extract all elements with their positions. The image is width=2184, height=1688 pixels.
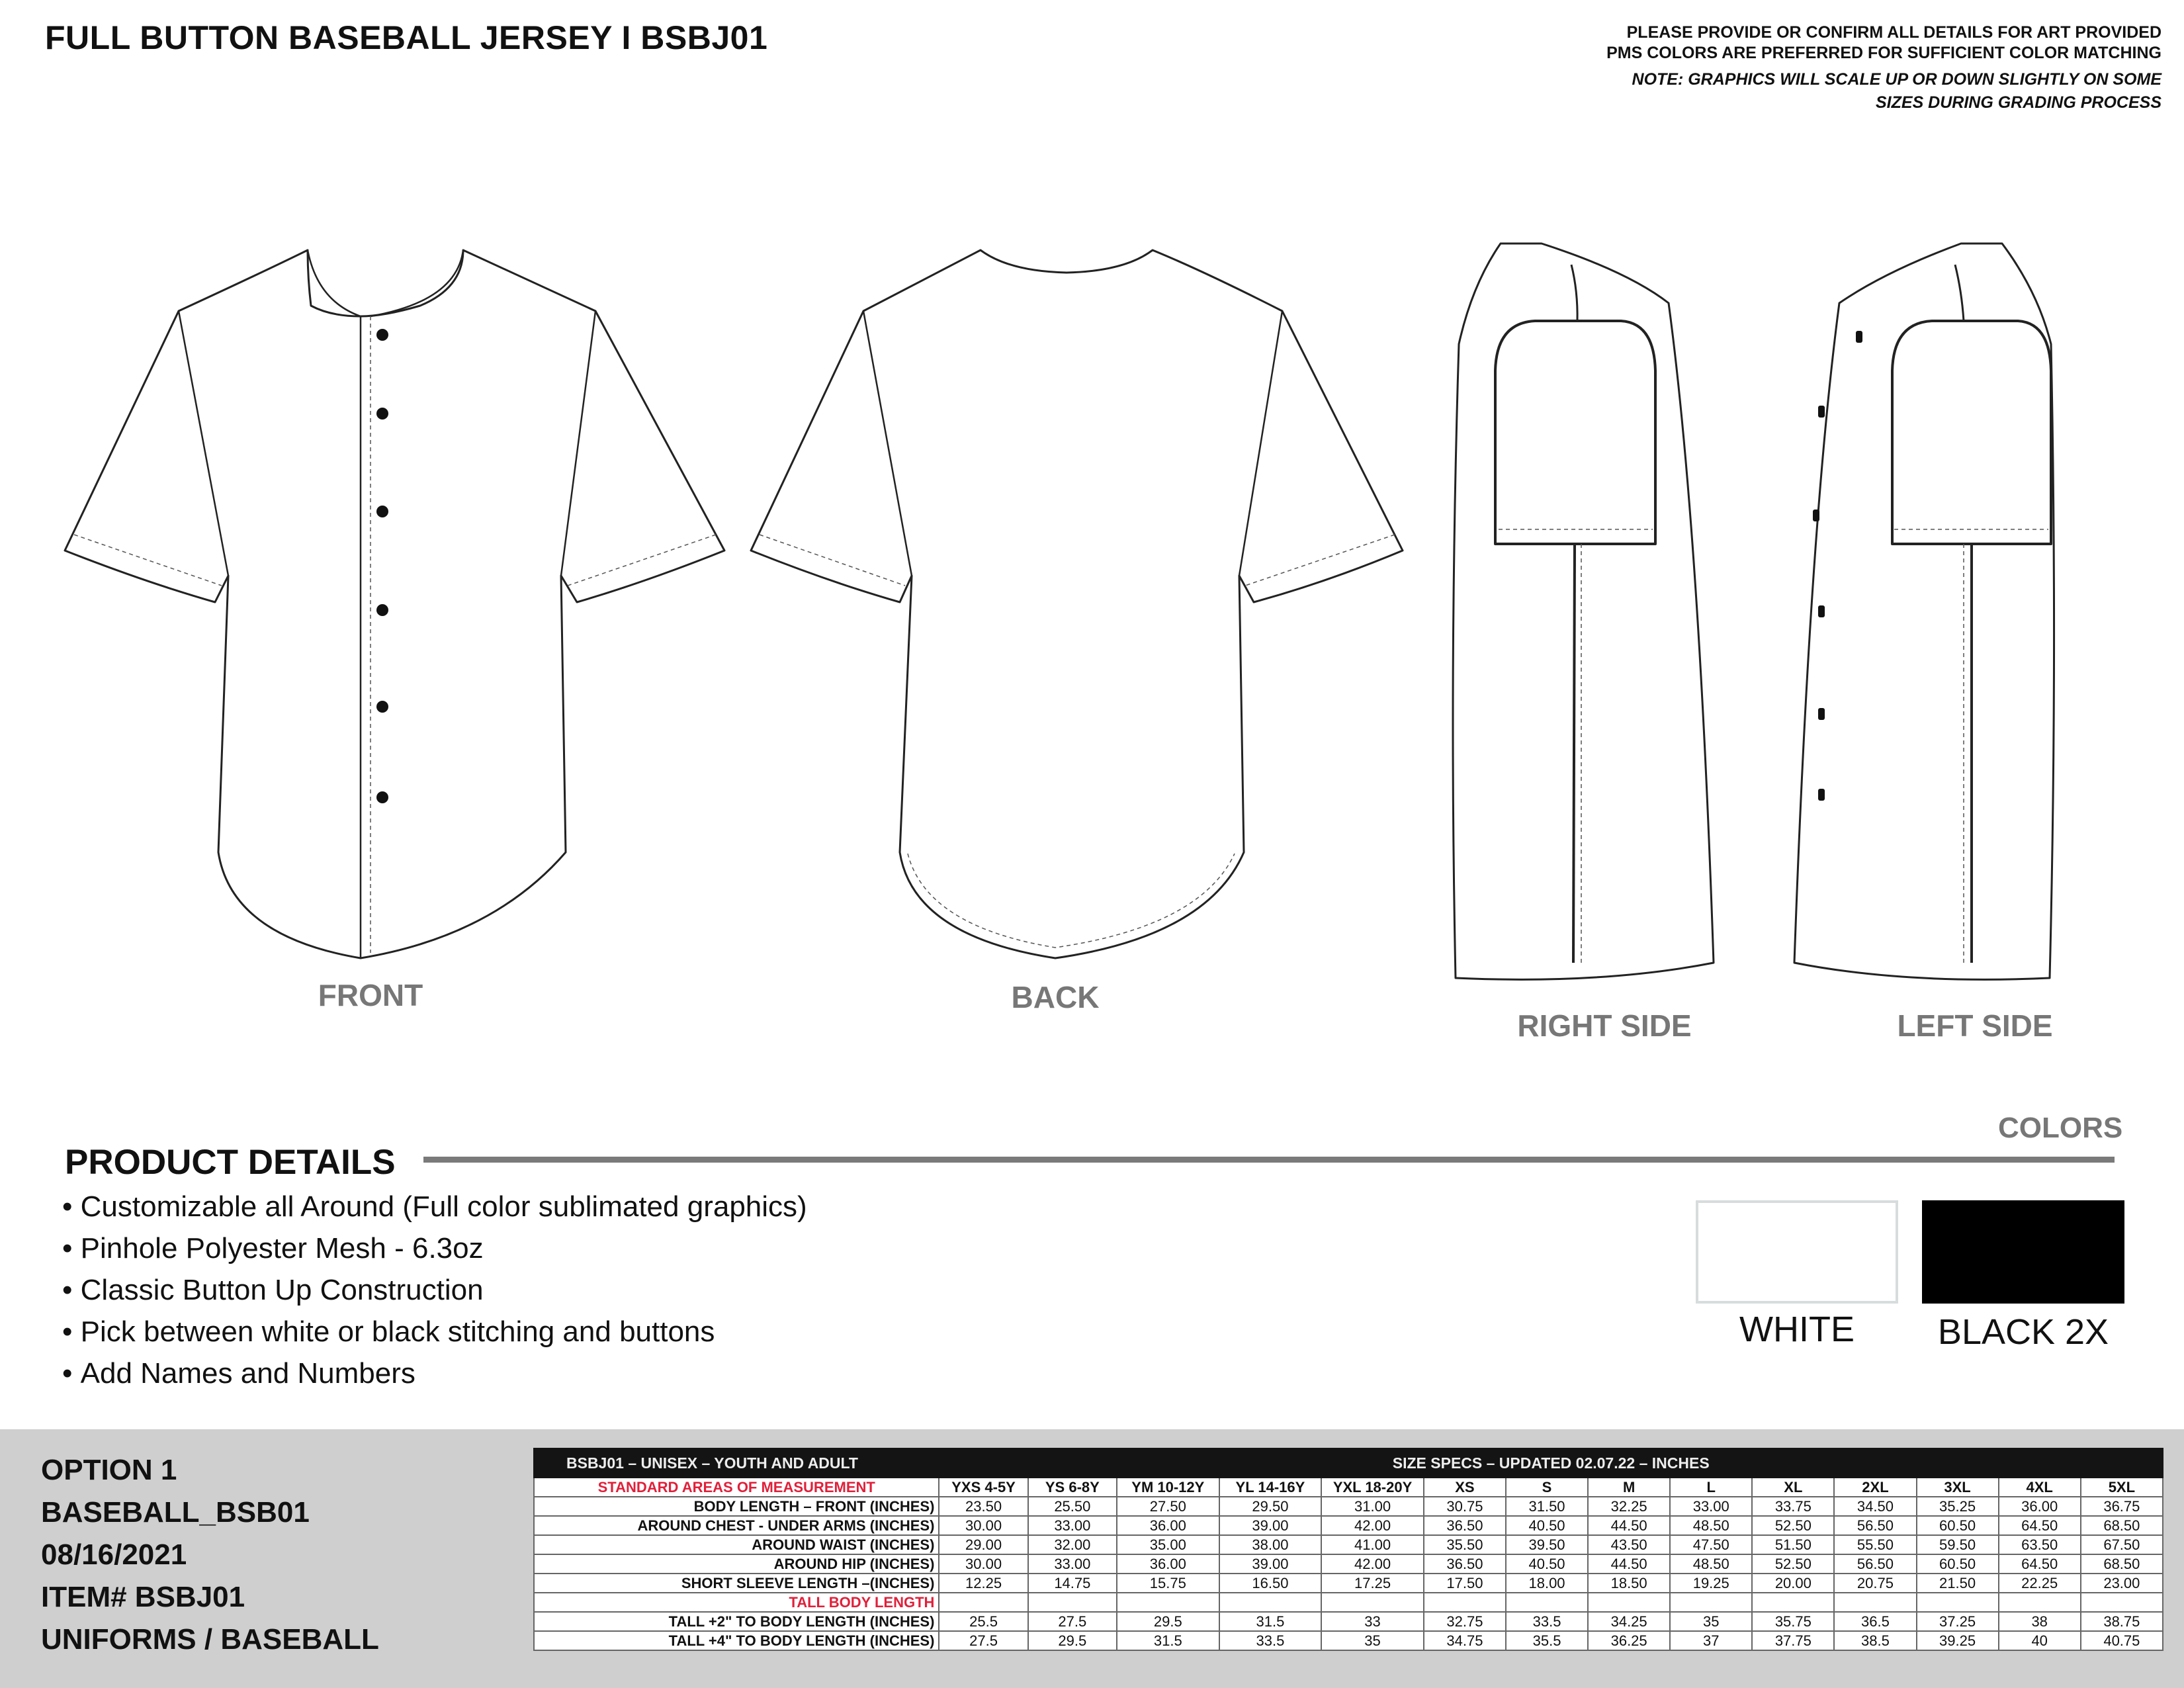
spec-value: 52.50 — [1752, 1554, 1834, 1574]
product-detail-item: • Pick between white or black stitching and buttons — [62, 1311, 807, 1353]
spec-value: 36.00 — [1117, 1554, 1219, 1574]
spec-value: 36.75 — [2081, 1497, 2163, 1516]
spec-value: 63.50 — [1999, 1535, 2081, 1554]
spec-empty-cell — [1752, 1593, 1834, 1612]
file-name: BASEBALL_BSB01 — [41, 1496, 310, 1529]
section-divider — [423, 1157, 2115, 1163]
spec-measure-label: SHORT SLEEVE LENGTH –(INCHES) — [534, 1574, 939, 1593]
jersey-left-side-drawing — [1794, 244, 2054, 979]
spec-value: 35 — [1321, 1631, 1424, 1650]
spec-measure-row — [534, 1574, 2163, 1593]
spec-value: 44.50 — [1588, 1554, 1670, 1574]
product-detail-item: • Classic Button Up Construction — [62, 1269, 807, 1311]
spec-value: 55.50 — [1834, 1535, 1916, 1554]
spec-value: 33.00 — [1670, 1497, 1752, 1516]
spec-value: 35.25 — [1917, 1497, 1999, 1516]
spec-empty-cell — [1917, 1593, 1999, 1612]
spec-size-header: L — [1670, 1478, 1752, 1497]
spec-value: 39.00 — [1219, 1554, 1322, 1574]
spec-tall-row — [534, 1631, 2163, 1650]
product-detail-item: • Pinhole Polyester Mesh - 6.3oz — [62, 1227, 807, 1269]
spec-value: 15.75 — [1117, 1574, 1219, 1593]
spec-measure-row — [534, 1516, 2163, 1535]
product-details-title: PRODUCT DETAILS — [65, 1143, 396, 1182]
spec-size-header: S — [1506, 1478, 1588, 1497]
product-detail-item: • Customizable all Around (Full color sublimated graphics) — [62, 1186, 807, 1227]
spec-value: 33 — [1321, 1612, 1424, 1631]
view-label-front: FRONT — [318, 978, 423, 1012]
spec-empty-cell — [2081, 1593, 2163, 1612]
spec-size-header: XS — [1424, 1478, 1506, 1497]
product-detail-item: • Add Names and Numbers — [62, 1353, 807, 1394]
spec-value: 32.00 — [1028, 1535, 1117, 1554]
spec-value: 29.5 — [1117, 1612, 1219, 1631]
spec-value: 35.75 — [1752, 1612, 1834, 1631]
spec-value: 44.50 — [1588, 1516, 1670, 1535]
spec-value: 64.50 — [1999, 1554, 2081, 1574]
spec-value: 56.50 — [1834, 1516, 1916, 1535]
spec-value: 20.00 — [1752, 1574, 1834, 1593]
size-spec-table — [533, 1448, 2163, 1651]
spec-value: 47.50 — [1670, 1535, 1752, 1554]
spec-value: 30.00 — [939, 1554, 1027, 1574]
spec-value: 18.00 — [1506, 1574, 1588, 1593]
spec-value: 56.50 — [1834, 1554, 1916, 1574]
spec-size-header: YM 10-12Y — [1117, 1478, 1219, 1497]
jersey-front-drawing — [65, 250, 724, 958]
spec-empty-cell — [1424, 1593, 1506, 1612]
spec-size-header: YXS 4-5Y — [939, 1478, 1027, 1497]
spec-value: 12.25 — [939, 1574, 1027, 1593]
spec-empty-cell — [1670, 1593, 1752, 1612]
option-label: OPTION 1 — [41, 1454, 177, 1486]
item-date: 08/16/2021 — [41, 1538, 187, 1571]
art-note-2: PMS COLORS ARE PREFERRED FOR SUFFICIENT COLOR MATCHING — [1606, 44, 2162, 62]
view-label-left-side: LEFT SIDE — [1897, 1008, 2053, 1043]
view-label-right-side: RIGHT SIDE — [1517, 1008, 1692, 1043]
spec-value: 23.00 — [2081, 1574, 2163, 1593]
spec-value: 38 — [1999, 1612, 2081, 1631]
spec-value: 68.50 — [2081, 1554, 2163, 1574]
spec-size-header: YL 14-16Y — [1219, 1478, 1322, 1497]
spec-value: 33.75 — [1752, 1497, 1834, 1516]
spec-value: 52.50 — [1752, 1516, 1834, 1535]
spec-value: 48.50 — [1670, 1516, 1752, 1535]
jersey-right-side-drawing — [1453, 244, 1714, 979]
spec-value: 31.5 — [1117, 1631, 1219, 1650]
spec-tall-measure-label: TALL +4" TO BODY LENGTH (INCHES) — [534, 1631, 939, 1650]
item-meta — [41, 1449, 379, 1661]
item-number: ITEM# BSBJ01 — [41, 1581, 245, 1613]
spec-measure-row — [534, 1554, 2163, 1574]
product-details-list — [62, 1186, 807, 1394]
spec-value: 29.00 — [939, 1535, 1027, 1554]
spec-size-header: YS 6-8Y — [1028, 1478, 1117, 1497]
spec-value: 34.75 — [1424, 1631, 1506, 1650]
spec-measure-row — [534, 1497, 2163, 1516]
spec-value: 29.50 — [1219, 1497, 1322, 1516]
spec-empty-cell — [1588, 1593, 1670, 1612]
spec-value: 40 — [1999, 1631, 2081, 1650]
view-label-back: BACK — [1011, 980, 1100, 1014]
spec-value: 30.00 — [939, 1516, 1027, 1535]
spec-value: 22.25 — [1999, 1574, 2081, 1593]
spec-value: 27.50 — [1117, 1497, 1219, 1516]
spec-empty-cell — [1321, 1593, 1424, 1612]
spec-value: 51.50 — [1752, 1535, 1834, 1554]
spec-tall-label: TALL BODY LENGTH — [534, 1593, 939, 1612]
color-label-white: WHITE — [1739, 1310, 1855, 1349]
spec-value: 17.25 — [1321, 1574, 1424, 1593]
spec-tall-row — [534, 1612, 2163, 1631]
spec-value: 36.50 — [1424, 1554, 1506, 1574]
spec-empty-cell — [1999, 1593, 2081, 1612]
spec-size-header: 3XL — [1917, 1478, 1999, 1497]
art-note-1: PLEASE PROVIDE OR CONFIRM ALL DETAILS FOR ART PROVIDED — [1626, 23, 2162, 42]
spec-value: 23.50 — [939, 1497, 1027, 1516]
spec-size-header: XL — [1752, 1478, 1834, 1497]
art-note-4: SIZES DURING GRADING PROCESS — [1876, 93, 2162, 112]
spec-value: 37 — [1670, 1631, 1752, 1650]
spec-value: 37.25 — [1917, 1612, 1999, 1631]
colors-heading: COLORS — [1998, 1112, 2123, 1144]
spec-value: 19.25 — [1670, 1574, 1752, 1593]
spec-value: 33.5 — [1219, 1631, 1322, 1650]
spec-value: 36.25 — [1588, 1631, 1670, 1650]
spec-empty-cell — [1219, 1593, 1322, 1612]
spec-value: 38.75 — [2081, 1612, 2163, 1631]
spec-value: 38.5 — [1834, 1631, 1916, 1650]
spec-value: 33.5 — [1506, 1612, 1588, 1631]
spec-tall-measure-label: TALL +2" TO BODY LENGTH (INCHES) — [534, 1612, 939, 1631]
spec-value: 68.50 — [2081, 1516, 2163, 1535]
spec-value: 32.25 — [1588, 1497, 1670, 1516]
spec-measure-label: BODY LENGTH – FRONT (INCHES) — [534, 1497, 939, 1516]
color-swatch-black — [1922, 1200, 2124, 1304]
item-category: UNIFORMS / BASEBALL — [41, 1623, 379, 1656]
spec-value: 32.75 — [1424, 1612, 1506, 1631]
spec-empty-cell — [1506, 1593, 1588, 1612]
spec-empty-cell — [1117, 1593, 1219, 1612]
spec-measure-label: AROUND WAIST (INCHES) — [534, 1535, 939, 1554]
spec-value: 42.00 — [1321, 1554, 1424, 1574]
spec-value: 43.50 — [1588, 1535, 1670, 1554]
spec-value: 41.00 — [1321, 1535, 1424, 1554]
spec-value: 37.75 — [1752, 1631, 1834, 1650]
spec-value: 34.50 — [1834, 1497, 1916, 1516]
spec-value: 36.00 — [1117, 1516, 1219, 1535]
spec-value: 31.50 — [1506, 1497, 1588, 1516]
spec-value: 17.50 — [1424, 1574, 1506, 1593]
spec-value: 60.50 — [1917, 1516, 1999, 1535]
spec-value: 36.50 — [1424, 1516, 1506, 1535]
spec-value: 59.50 — [1917, 1535, 1999, 1554]
spec-tall-section-row — [534, 1593, 2163, 1612]
spec-value: 25.5 — [939, 1612, 1027, 1631]
spec-value: 25.50 — [1028, 1497, 1117, 1516]
spec-value: 18.50 — [1588, 1574, 1670, 1593]
spec-sizes-row — [534, 1478, 2163, 1497]
spec-measure-label: AROUND CHEST - UNDER ARMS (INCHES) — [534, 1516, 939, 1535]
spec-value: 29.5 — [1028, 1631, 1117, 1650]
spec-value: 30.75 — [1424, 1497, 1506, 1516]
jersey-back-drawing — [751, 250, 1403, 958]
color-swatch-white — [1696, 1200, 1898, 1304]
spec-value: 16.50 — [1219, 1574, 1322, 1593]
spec-value: 33.00 — [1028, 1516, 1117, 1535]
color-label-black: BLACK 2X — [1937, 1312, 2109, 1352]
spec-measure-label: AROUND HIP (INCHES) — [534, 1554, 939, 1574]
spec-value: 14.75 — [1028, 1574, 1117, 1593]
spec-value: 36.5 — [1834, 1612, 1916, 1631]
spec-value: 39.25 — [1917, 1631, 1999, 1650]
spec-value: 64.50 — [1999, 1516, 2081, 1535]
spec-value: 48.50 — [1670, 1554, 1752, 1574]
spec-value: 27.5 — [1028, 1612, 1117, 1631]
spec-value: 36.00 — [1999, 1497, 2081, 1516]
spec-empty-cell — [1028, 1593, 1117, 1612]
spec-value: 67.50 — [2081, 1535, 2163, 1554]
spec-table-header — [534, 1448, 2163, 1478]
spec-size-header: M — [1588, 1478, 1670, 1497]
spec-value: 33.00 — [1028, 1554, 1117, 1574]
spec-value: 60.50 — [1917, 1554, 1999, 1574]
art-note-3: NOTE: GRAPHICS WILL SCALE UP OR DOWN SLIGHTLY ON SOME — [1632, 70, 2162, 89]
spec-empty-cell — [1834, 1593, 1916, 1612]
spec-value: 31.00 — [1321, 1497, 1424, 1516]
spec-value: 40.75 — [2081, 1631, 2163, 1650]
spec-value: 35.50 — [1424, 1535, 1506, 1554]
spec-value: 38.00 — [1219, 1535, 1322, 1554]
spec-table-title-right: SIZE SPECS – UPDATED 02.07.22 – INCHES — [939, 1448, 2163, 1478]
spec-size-header: 5XL — [2081, 1478, 2163, 1497]
spec-value: 40.50 — [1506, 1554, 1588, 1574]
spec-value: 20.75 — [1834, 1574, 1916, 1593]
spec-value: 39.50 — [1506, 1535, 1588, 1554]
spec-value: 35.00 — [1117, 1535, 1219, 1554]
spec-value: 40.50 — [1506, 1516, 1588, 1535]
spec-table-title-left: BSBJ01 – UNISEX – YOUTH AND ADULT — [534, 1448, 939, 1478]
spec-value: 35 — [1670, 1612, 1752, 1631]
spec-value: 27.5 — [939, 1631, 1027, 1650]
spec-measure-row — [534, 1535, 2163, 1554]
spec-value: 35.5 — [1506, 1631, 1588, 1650]
spec-empty-cell — [939, 1593, 1027, 1612]
spec-size-header: 4XL — [1999, 1478, 2081, 1497]
spec-value: 42.00 — [1321, 1516, 1424, 1535]
spec-sizes-label: STANDARD AREAS OF MEASUREMENT — [534, 1478, 939, 1497]
spec-value: 31.5 — [1219, 1612, 1322, 1631]
spec-value: 34.25 — [1588, 1612, 1670, 1631]
spec-size-header: 2XL — [1834, 1478, 1916, 1497]
spec-value: 21.50 — [1917, 1574, 1999, 1593]
spec-value: 39.00 — [1219, 1516, 1322, 1535]
spec-size-header: YXL 18-20Y — [1321, 1478, 1424, 1497]
page-title: FULL BUTTON BASEBALL JERSEY I BSBJ01 — [45, 19, 768, 56]
